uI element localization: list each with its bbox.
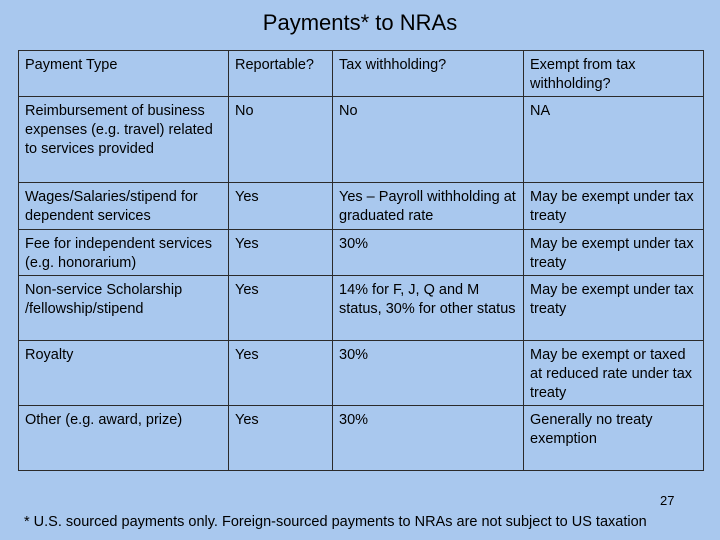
cell-payment-type: Other (e.g. award, prize) <box>19 406 229 471</box>
header-exempt: Exempt from tax withholding? <box>524 51 704 97</box>
header-tax-withholding: Tax withholding? <box>333 51 524 97</box>
table-row <box>19 276 704 341</box>
header-payment-type: Payment Type <box>19 51 229 97</box>
table-row <box>19 341 704 406</box>
cell-reportable: No <box>229 97 333 183</box>
cell-reportable: Yes <box>229 341 333 406</box>
table-row <box>19 406 704 471</box>
page-number: 27 <box>660 493 675 508</box>
cell-tax-withholding: Yes – Payroll withholding at graduated rate <box>333 183 524 230</box>
payments-table <box>18 50 704 471</box>
cell-reportable: Yes <box>229 183 333 230</box>
cell-tax-withholding: 30% <box>333 230 524 276</box>
header-reportable: Reportable? <box>229 51 333 97</box>
cell-reportable: Yes <box>229 276 333 341</box>
cell-reportable: Yes <box>229 230 333 276</box>
footnote: * U.S. sourced payments only. Foreign-sourced payments to NRAs are not subject to US taxation <box>24 514 647 530</box>
cell-payment-type: Wages/Salaries/stipend for dependent services <box>19 183 229 230</box>
cell-exempt: May be exempt under tax treaty <box>524 276 704 341</box>
cell-exempt: May be exempt under tax treaty <box>524 230 704 276</box>
table-row <box>19 230 704 276</box>
cell-tax-withholding: 30% <box>333 406 524 471</box>
cell-payment-type: Reimbursement of business expenses (e.g. travel) related to services provided <box>19 97 229 183</box>
cell-payment-type: Non-service Scholarship /fellowship/stipend <box>19 276 229 341</box>
cell-tax-withholding: 30% <box>333 341 524 406</box>
cell-exempt: Generally no treaty exemption <box>524 406 704 471</box>
table-row <box>19 183 704 230</box>
cell-reportable: Yes <box>229 406 333 471</box>
cell-payment-type: Royalty <box>19 341 229 406</box>
cell-tax-withholding: 14% for F, J, Q and M status, 30% for other status <box>333 276 524 341</box>
cell-exempt: May be exempt under tax treaty <box>524 183 704 230</box>
cell-payment-type: Fee for independent services (e.g. honorarium) <box>19 230 229 276</box>
table-row <box>19 97 704 183</box>
cell-exempt: May be exempt or taxed at reduced rate under tax treaty <box>524 341 704 406</box>
cell-exempt: NA <box>524 97 704 183</box>
slide-title: Payments* to NRAs <box>262 10 458 35</box>
cell-tax-withholding: No <box>333 97 524 183</box>
table-header-row <box>19 51 704 97</box>
